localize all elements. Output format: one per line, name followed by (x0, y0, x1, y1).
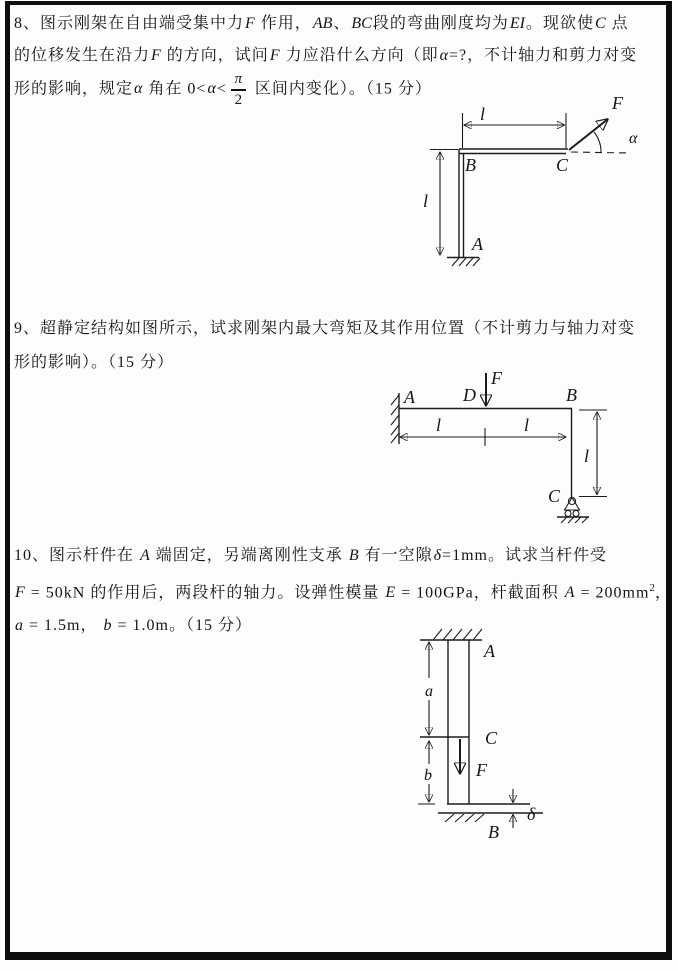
text-segment: 角在 0< (143, 80, 207, 98)
problem-10-text (14, 539, 672, 642)
label-B: B (488, 822, 499, 842)
text-segment: C (594, 15, 606, 32)
label-F: F (612, 93, 623, 113)
text-segment: = 50kN 的作用后，两段杆的轴力。设弹性模量 (25, 584, 385, 602)
label-A: A (404, 387, 415, 407)
dim-label-a: a (425, 683, 433, 700)
ceiling-support-hatch (420, 629, 482, 640)
text-segment: BC (351, 15, 372, 32)
text-segment: 的方向，试问 (161, 47, 269, 64)
text-segment: F (269, 47, 280, 64)
label-C: C (556, 155, 569, 175)
dimension-l-horizontal (400, 428, 566, 446)
text-segment: 端固定，另端离刚性支承 (150, 547, 348, 564)
angle-arc (594, 132, 601, 152)
text-segment: α (134, 80, 143, 98)
force-arrow-F (569, 119, 608, 150)
wall-support-hatch (391, 393, 399, 444)
text-segment: EI (509, 15, 525, 32)
text-segment: 9、超静定结构如图所示，试求刚架内最大弯矩及其作用位置（不计剪力与轴力对变 (14, 320, 636, 337)
text-segment: F (15, 584, 25, 602)
diagram-problem-10 (403, 616, 561, 848)
text-segment: 、 (333, 15, 351, 32)
fixed-support-hatch (447, 258, 480, 267)
text-segment: 形的影响，规定 (14, 80, 134, 98)
text-line (14, 539, 666, 572)
label-B: B (465, 155, 476, 175)
label-A: A (472, 234, 483, 254)
text-segment: =?，不计轴力和剪力对变 (449, 47, 638, 64)
text-segment: 区间内变化）。（15 分） (249, 80, 432, 98)
label-alpha: α (629, 130, 638, 147)
text-segment: E (385, 584, 396, 602)
text-segment: A (564, 584, 575, 602)
text-line (14, 40, 666, 72)
diagram-problem-9 (358, 363, 623, 528)
dim-label-l-top: l (480, 104, 486, 124)
text-segment: 8、图示刚架在自由端受集中力 (14, 15, 245, 32)
angle-reference-dashed-line (571, 152, 629, 153)
dim-label-l-right: l (524, 415, 530, 435)
label-D: D (463, 385, 476, 405)
text-segment: 。现欲使 (525, 15, 594, 32)
dimension-l-top (463, 113, 567, 148)
text-line (14, 8, 666, 40)
text-segment: 有一空隙 (359, 547, 433, 564)
text-segment: =1mm。试求当杆件受 (442, 547, 607, 564)
text-segment: A (140, 547, 150, 564)
dim-label-l-left: l (436, 415, 442, 435)
text-segment: α (207, 80, 216, 98)
text-segment: B (348, 547, 359, 564)
text-segment: ， (654, 584, 672, 602)
text-segment: = 200mm (575, 584, 650, 602)
text-segment: 形的影响）。（15 分） (14, 354, 175, 371)
text-segment: α (439, 47, 449, 64)
text-segment: F (151, 47, 161, 64)
label-A: A (484, 641, 495, 661)
label-C: C (485, 728, 498, 748)
text-segment: 10、图示杆件在 (14, 547, 140, 564)
text-segment: F (245, 15, 255, 32)
label-F: F (491, 368, 502, 388)
text-segment: a (15, 617, 23, 635)
frame-members (399, 408, 572, 498)
text-segment: 力应沿什么方向（即 (280, 47, 439, 64)
text-segment: AB (312, 15, 333, 32)
text-segment: 段的弯曲刚度均为 (372, 15, 509, 32)
text-line (14, 312, 666, 346)
diagram-problem-8 (408, 92, 663, 272)
text-segment: = 100GPa，杆截面积 (396, 584, 564, 602)
text-line (14, 572, 672, 609)
text-segment: δ (433, 547, 442, 564)
text-segment: b (103, 617, 112, 635)
text-segment: = 1.0m。（15 分） (112, 617, 252, 635)
label-F: F (476, 760, 487, 780)
label-C: C (548, 486, 561, 506)
dim-label-b: b (424, 767, 432, 784)
text-segment: = 1.5m， (24, 617, 103, 635)
dimension-l-left (430, 150, 458, 256)
dim-label-l-vert: l (584, 446, 590, 466)
text-segment: 点 (606, 15, 629, 32)
dim-label-l-left: l (423, 191, 429, 211)
fraction: $\frac{\pi}{2}$ (231, 72, 246, 108)
label-B: B (566, 385, 577, 405)
text-segment: 2 (649, 582, 655, 594)
text-segment: < (216, 80, 227, 98)
text-line (14, 609, 666, 642)
roller-support (557, 498, 589, 524)
text-segment: 的位移发生在沿力 (14, 47, 151, 64)
dim-label-delta: δ (527, 804, 536, 824)
text-segment: 作用， (255, 15, 312, 32)
